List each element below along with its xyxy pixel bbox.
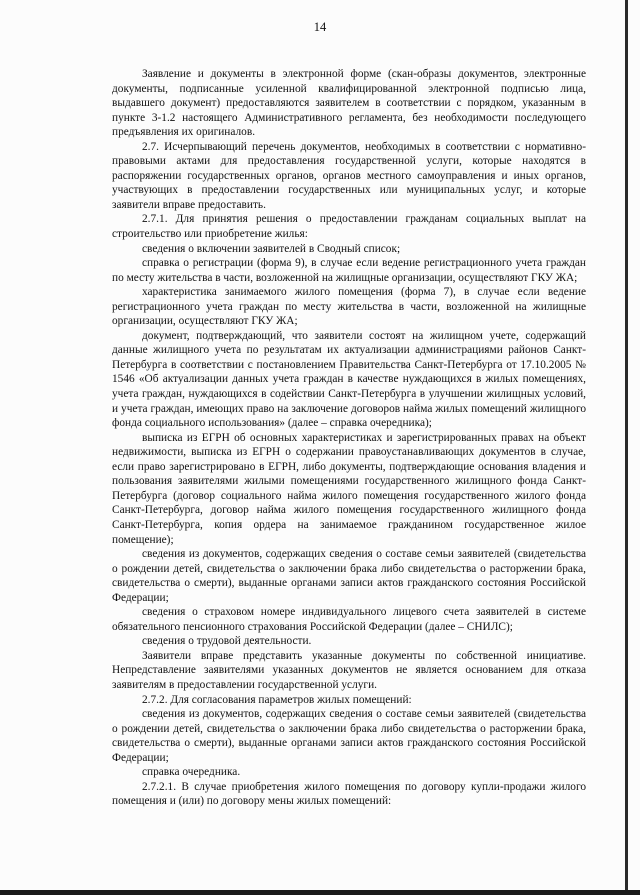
paragraph: Заявление и документы в электронной форме (скан-образы документов, электронные документы, подписанные усиленной квалифицированной электронной подписью лица, выдавшего документ) предоставляются заявителем в соответствии с порядком, указанным в пункте 3-1.2 настоящего Административного регламента, без необходимости последующего предъявления их оригиналов.	[112, 68, 586, 139]
paragraph: 2.7.2. Для согласования параметров жилых помещений:	[142, 693, 412, 706]
scan-edge-right	[625, 0, 628, 895]
paragraph: сведения из документов, содержащих сведения о составе семьи заявителей (свидетельства о рождении детей, свидетельства о заключении брака либо свидетельства о расторжении брака, свидетельства о смерти), выданные органами записи актов гражданского состояния Российской Федерации;	[112, 708, 586, 764]
paragraph: справка очередника.	[142, 766, 241, 779]
scan-edge-bottom	[0, 890, 640, 895]
paragraph: справка о регистрации (форма 9), в случае если ведение регистрационного учета граждан по месту жительства в части, возложенной на жилищные организации, осуществляют ГКУ ЖА;	[112, 257, 586, 284]
paragraph: сведения о включении заявителей в Сводный список;	[142, 242, 401, 255]
page-number: 14	[313, 20, 327, 34]
paragraph: сведения из документов, содержащих сведения о составе семьи заявителей (свидетельства о рождении детей, свидетельства о заключении брака либо свидетельства о расторжении брака, свидетельства о смерти), выданные органами записи актов гражданского состояния Российской Федерации;	[112, 548, 586, 604]
paragraph: 2.7.1. Для принятия решения о предоставлении гражданам социальных выплат на строительство или приобретение жилья:	[112, 213, 586, 241]
paragraph: 2.7.2.1. В случае приобретения жилого помещения по договору купли-продажи жилого помещения и (или) по договору мены жилых помещений:	[112, 780, 586, 808]
paragraph: сведения о трудовой деятельности.	[142, 635, 312, 648]
paragraph: Заявители вправе представить указанные документы по собственной инициативе. Непредставление заявителями указанных документов не является основанием для отказа заявителям в предоставлении государственной услуги.	[112, 649, 586, 691]
paragraph: сведения о страховом номере индивидуального лицевого счета заявителей в системе обязательного пенсионного страхования Российской Федерации (далее – СНИЛС);	[112, 606, 586, 633]
paragraph: выписка из ЕГРН об основных характеристиках и зарегистрированных правах на объект недвижимости, выписка из ЕГРН о содержании правоустанавливающих документов в случае, если право зарегистрировано в ЕГРН, либо документы, подтверждающие основания владения и пользования заявителями жилыми помещениями государственного жилищного фонда Санкт-Петербурга (договор социального найма жилого помещения государственного жилого фонда Санкт-Петербурга, договор найма жилого помещения государственного жилищного фонда Санкт-Петербурга, копия ордера на занимаемое гражданином государственное жилое помещение);	[112, 431, 586, 546]
paragraph: 2.7. Исчерпывающий перечень документов, необходимых в соответствии с нормативно-правовыми актами для предоставления государственной услуги, которые находятся в распоряжении государственных органов, органов местного самоуправления и иных органов, участвующих в предоставлении государственных или муниципальных услуг, и которые заявители вправе предоставить.	[112, 140, 586, 211]
paragraph: характеристика занимаемого жилого помещения (форма 7), в случае если ведение регистрационного учета граждан по месту жительства в части, возложенной на жилищные организации, осуществляют ГКУ ЖА;	[112, 286, 586, 328]
document-body	[112, 67, 586, 809]
paragraph: документ, подтверждающий, что заявители состоят на жилищном учете, содержащий данные жилищного учета по результатам их актуализации администрациями районов Санкт-Петербурга в соответствии с постановлением Правительства Санкт-Петербурга от 17.10.2005 № 1546 «Об актуализации данных учета граждан в качестве нуждающихся в жилых помещениях, учета граждан, нуждающихся в содействии Санкт-Петербурга в улучшении жилищных условий, и учета граждан, имеющих право на заключение договоров найма жилых помещений жилищного фонда социального использования» (далее – справка очередника);	[112, 329, 586, 430]
